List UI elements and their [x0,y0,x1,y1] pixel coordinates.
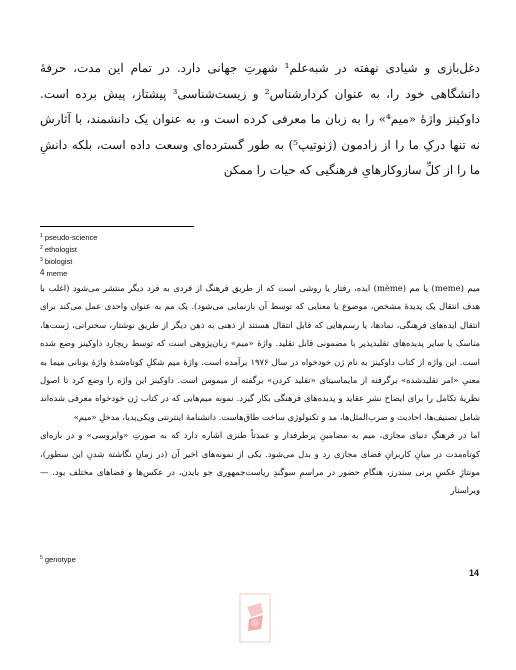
footnote-2: $^2$ ethologist [40,245,77,255]
main-paragraph [40,56,480,184]
footnote-list [40,231,340,279]
page-number: 14 [469,568,480,578]
footnote-5: $^5$ genotype [40,555,76,564]
footnote-3: $^3$ biologist [40,257,73,267]
meme-note [40,279,480,500]
meme-note-paragraph-1: میم (meme) یا مم (mème) ایده، رفتار یا روشی است که از طریق فرهنگ از فردی به فرد دیگر منتشر می‌شود (اغلب با هدف انتقال یک پدیدهٔ مشخص، موضوع یا معنایی که توسط آن بازنمایی می‌شود). یک مم به عنوان واحدی عمل می‌کند برای انتقال ایده‌های فرهنگی، نمادها، یا رسم‌هایی که قابل انتقال هستند از ذهنی به ذهن دیگر از طریق نوشتار، سخنرانی، ژست‌ها، مناسک یا سایر پدیده‌های تقلیدپذیر با مضمونی قابل تقلید. واژهٔ «میم» زبان‌پژوهی است که توسط ریچارد داوکینز وضع شده است. این واژه از کتاب داوکینز به نام ژن خودخواه در سال ۱۹۷۶ برآمده است. واژهٔ میم شکلِ کوتاه‌شدهٔ واژهٔ یونانی میما به معنیِ «امر تقلیدشده» برگرفته از مایماسیتای «تقلید کردن» برگفته از میموس است. داوکینز این واژه را وضع کرد تا اصول نظریهٔ تکامل را برای ایضاح نشر عقاید و پدیده‌های فرهنگی بکار گیرد. نمونه میم‌هایی که در کتاب ژن خودخواه معرفی شده‌اند شامل تصنیف‌ها، احادیث و ضرب‌المثل‌ها، مد و تکنولوژی ساخت طاق‌هاست. دانشنامهٔ اینترنتی ویکی‌پدیا، مدخلِ «میم» [40,283,481,422]
meme-note-paragraph-2: اما در فرهنگِ دنیای مجازی، میم به مضامینِ پرطرفدار و عمدتاً طنزی اشاره دارد که به صورتِ «وایروسی» و در بازه‌ای کوتاه‌مدت در میانِ کاربرانِ فضای مجازی رد و بدل می‌شود. یکی از نمونه‌های اخیر آن (در زمانِ نگاشته شدنِ این سطور)، مونتاژِ عکسِ برنی سندرز، هنگامِ حضور در مراسمِ سوگندِ ریاست‌جمهوری جو بایدن، در عکس‌ها و فضاهای مختلف بود. —ویراستار [40,430,480,496]
publisher-logo [239,593,271,643]
footnote-1: $^1$ pseudo-science [40,233,98,242]
footnote-4: 4 meme [40,267,68,278]
main-paragraph-text: دغل‌بازی و شیادی نهفته در شبه‌علم¹ شهرتِ جهانی دارد. در تمام این مدت، حرفهٔ دانشگاهی خود را، به عنوان کردارشناس² و زیست‌شناسی³ پیشتاز، پیش برده است. داوکینز واژهٔ «میم⁴» را به زبان ما معرفی کرده است و، به عنوان یک دانشمند، با آثارش نه تنها درکِ ما را از زادمون (ژنوتیپ⁵) به طور گسترده‌ای وسعت داده است، بلکه دانشِ ما را از کلِّ سازوکارهایِ فرهنگیی که حیات را ممکن [40,61,481,177]
footnote-separator [40,226,194,227]
